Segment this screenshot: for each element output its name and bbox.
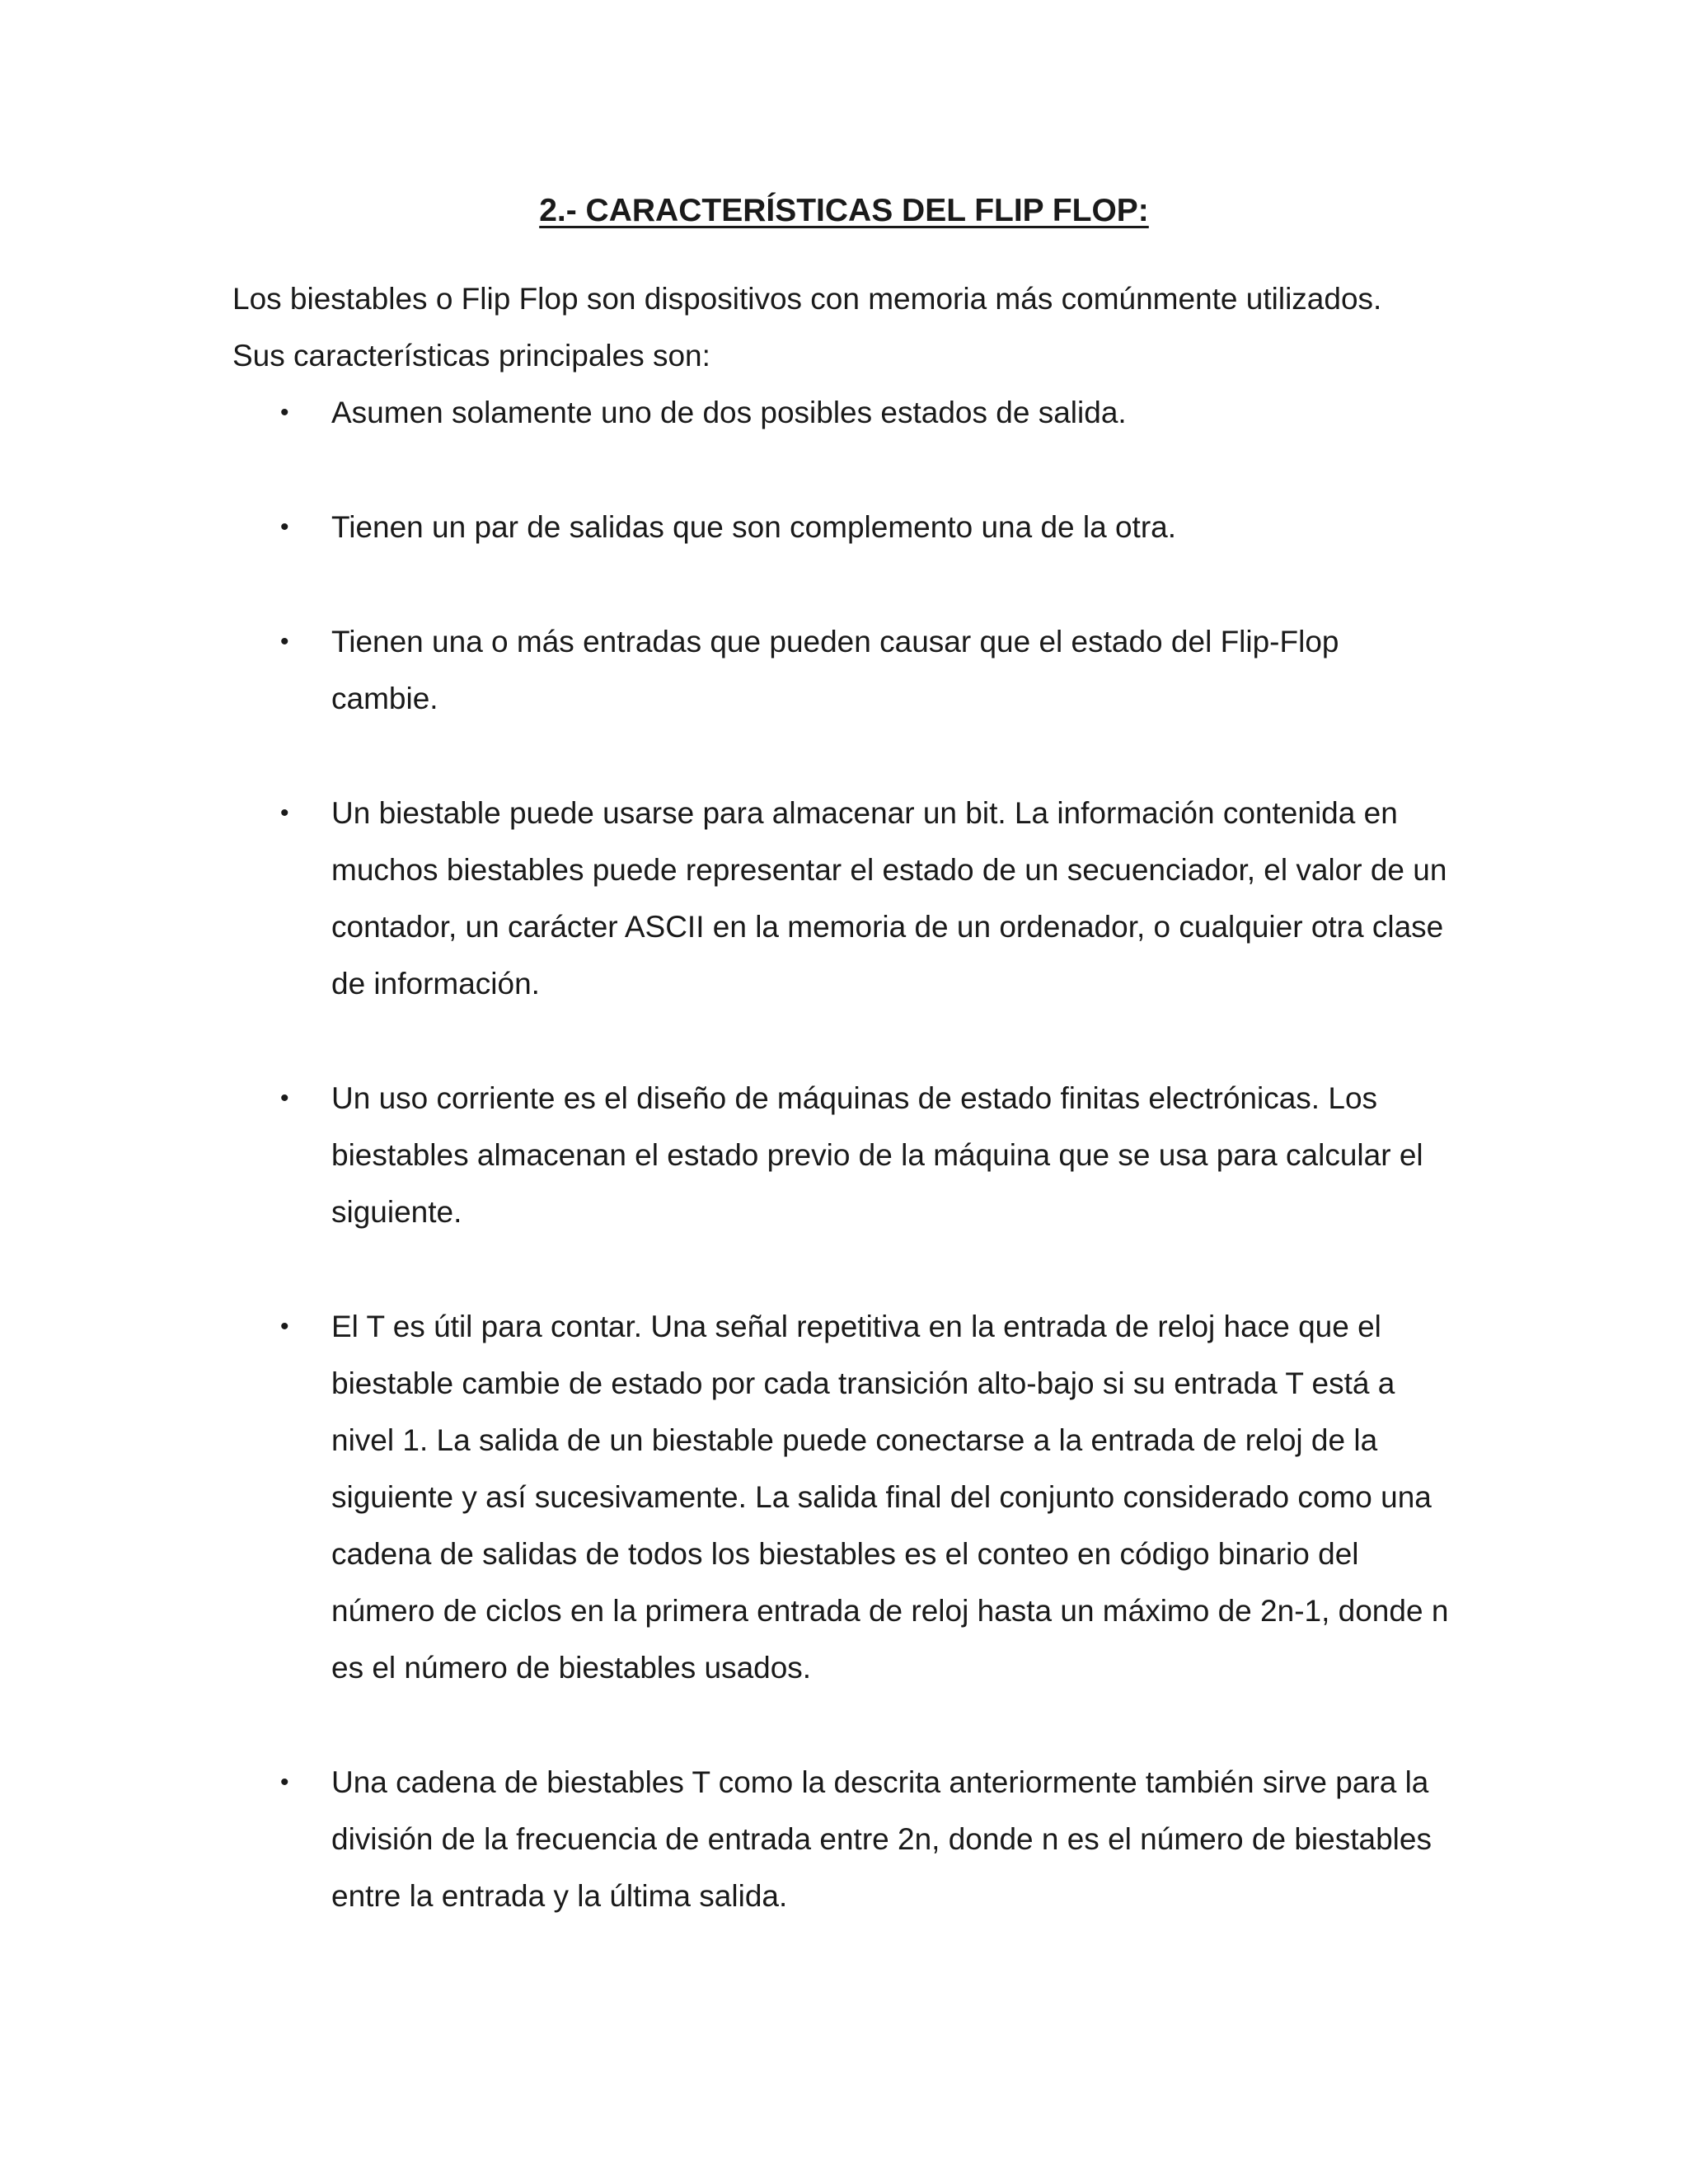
list-item: [232, 785, 1452, 1012]
list-item-text: Un uso corriente es el diseño de máquinas de estado finitas electrónicas. Los biestables almacenan el estado previo de la máquina que se usa para calcular el siguiente.: [331, 1081, 1423, 1229]
bullet-icon: •: [280, 513, 289, 541]
list-item-text: Un biestable puede usarse para almacenar un bit. La información contenida en muchos biestables puede representar el estado de un secuenciador, el valor de un contador, un carácter ASCII en la memoria de un ordenador, o cualquier otra clase de información.: [331, 796, 1447, 1001]
intro-paragraph: Los biestables o Flip Flop son dispositivos con memoria más comúnmente utilizados. Sus características principales son:: [232, 282, 1382, 373]
list-item-text: El T es útil para contar. Una señal repetitiva en la entrada de reloj hace que el biestable cambie de estado por cada transición alto-bajo si su entrada T está a nivel 1. La salida de un biestable puede conectarse a la entrada de reloj de la siguiente y así sucesivamente. La salida final del conjunto considerado como una cadena de salidas de todos los biestables es el conteo en código binario del número de ciclos en la primera entrada de reloj hasta un máximo de 2n-1, donde n es el número de biestables usados.: [331, 1310, 1449, 1685]
list-item: [232, 613, 1452, 727]
list-item-text: Asumen solamente uno de dos posibles estados de salida.: [331, 396, 1127, 429]
list-item: [232, 1754, 1452, 1924]
characteristics-list: [232, 384, 1452, 1982]
list-item: [232, 384, 1452, 441]
list-item-text: Tienen una o más entradas que pueden causar que el estado del Flip-Flop cambie.: [331, 625, 1339, 715]
list-item-text: Una cadena de biestables T como la descrita anteriormente también sirve para la división de la frecuencia de entrada entre 2n, donde n es el número de biestables entre la entrada y la última salida.: [331, 1765, 1432, 1913]
bullet-icon: •: [280, 799, 289, 827]
bullet-icon: •: [280, 1085, 289, 1112]
bullet-icon: •: [280, 1313, 289, 1340]
list-item: [232, 499, 1452, 555]
bullet-icon: •: [280, 399, 289, 426]
bullet-icon: •: [280, 1769, 289, 1796]
page-title: 2.- CARACTERÍSTICAS DEL FLIP FLOP:: [539, 193, 1149, 228]
bullet-icon: •: [280, 628, 289, 655]
list-item: [232, 1070, 1452, 1240]
list-item: [232, 1298, 1452, 1696]
list-item-text: Tienen un par de salidas que son complemento una de la otra.: [331, 510, 1177, 544]
